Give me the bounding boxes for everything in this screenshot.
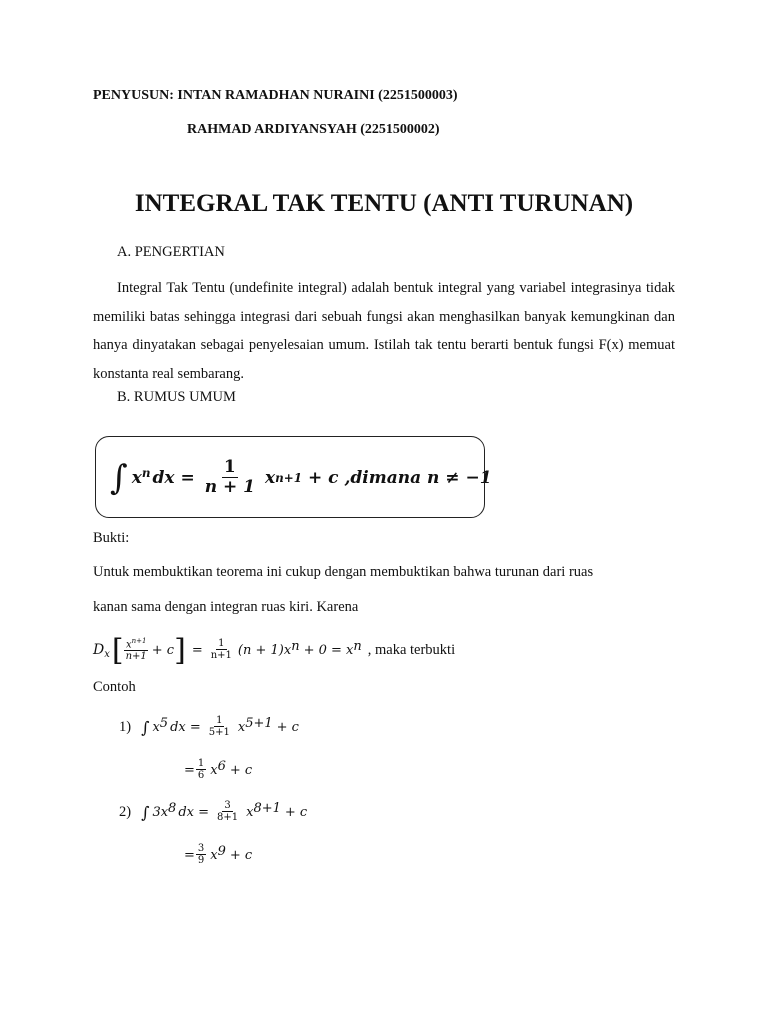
ex2-tail: + c (284, 804, 308, 820)
ex2-lhs: 3x (152, 804, 169, 820)
page-title: INTEGRAL TAK TENTU (ANTI TURUNAN) (134, 190, 634, 217)
ex1-res-tail: + c (229, 762, 253, 778)
derivative-sub: x (104, 648, 110, 660)
left-bracket: [ (111, 632, 124, 668)
section-b-heading: B. RUMUS UMUM (117, 389, 236, 405)
formula-x: x (264, 468, 276, 488)
proof-inner-den: n+1 (125, 650, 147, 662)
author-line-2: RAHMAD ARDIYANSYAH (2251500002) (187, 122, 440, 137)
ex1-res-exp: 6 (217, 758, 226, 774)
ex1-dx: dx = (170, 719, 201, 735)
integral-sign: ∫ (141, 717, 150, 737)
ex1-tail: + c (276, 719, 299, 735)
proof-inner-fraction (124, 638, 149, 663)
proof-line-1: Untuk membuktikan teorema ini cukup dengan membuktikan bahwa turunan dari ruas (93, 564, 594, 580)
ex2-frac-den: 8+1 (217, 812, 239, 824)
ex2-res-tail: + c (229, 847, 253, 863)
proof-rhs-tail: + 0 = x (303, 642, 354, 658)
examples-label: Contoh (93, 679, 136, 695)
proof-rhs-fraction (209, 638, 234, 662)
example-1-number: 1) (119, 718, 132, 735)
ex1-frac-num: 1 (216, 715, 223, 727)
proof-rhs-mid-exp: n (291, 638, 300, 654)
integral-sign: ∫ (110, 458, 128, 498)
example-1 (119, 710, 299, 744)
ex2-res-den: 9 (197, 855, 205, 867)
proof-line-2: kanan sama dengan integran ruas kiri. Karena (93, 599, 359, 615)
formula-tail: + c ,dimana n ≠ −1 (308, 468, 492, 488)
proof-label: Bukti: (93, 530, 130, 546)
ex1-res-eq: = (184, 762, 195, 778)
ex1-x: x (237, 719, 246, 735)
author-line-1: PENYUSUN: INTAN RAMADHAN NURAINI (2251500003) (93, 88, 458, 103)
ex2-x: x (246, 804, 254, 820)
ex2-lhs-exp: 8 (168, 800, 177, 816)
ex1-lhs-exp: 5 (159, 715, 169, 731)
proof-equation (93, 630, 455, 670)
derivative-operator: D (93, 642, 105, 658)
ex1-res-x: x (210, 762, 218, 778)
formula-fraction (203, 458, 257, 497)
ex2-res-eq: = (184, 847, 195, 863)
ex1-fraction (207, 715, 232, 739)
ex1-res-den: 6 (197, 770, 205, 782)
ex2-res-x: x (210, 847, 218, 863)
formula-left-exp: n (141, 466, 151, 480)
ex2-res-num: 3 (197, 843, 205, 855)
ex2-res-exp: 9 (217, 843, 226, 859)
ex2-x-exp: 8+1 (253, 800, 281, 816)
integral-sign: ∫ (141, 802, 150, 822)
proof-rhs-num: 1 (218, 638, 225, 650)
proof-inner-num: x (125, 638, 132, 650)
formula-frac-num: 1 (223, 457, 236, 478)
example-2-number: 2) (119, 803, 132, 820)
formula-dx: dx = (152, 468, 195, 488)
proof-rhs-mid: (n + 1)x (237, 642, 292, 658)
ex2-res-fraction (196, 843, 206, 867)
example-2 (119, 795, 307, 829)
proof-eq: = (191, 642, 203, 658)
ex1-res-fraction (196, 758, 206, 782)
proof-rhs-tail-exp: n (353, 638, 362, 654)
formula-left: x (131, 468, 142, 488)
proof-rhs-den: n+1 (210, 650, 232, 662)
proof-inner-num-exp: n+1 (131, 636, 147, 645)
ex1-frac-den: 5+1 (208, 727, 230, 739)
ex2-frac-num: 3 (224, 800, 231, 812)
formula-frac-den: n + 1 (204, 477, 255, 498)
ex1-res-num: 1 (197, 758, 205, 770)
proof-inner-tail: + c (151, 642, 175, 658)
right-bracket: ] (174, 632, 186, 668)
section-a-heading: A. PENGERTIAN (117, 244, 225, 260)
formula-x-exp: n+1 (275, 471, 303, 485)
ex2-fraction (215, 800, 240, 824)
example-2-result (184, 839, 252, 871)
example-1-result (184, 754, 252, 786)
general-formula (110, 448, 492, 508)
section-a-paragraph: Integral Tak Tentu (undefinite integral) adalah bentuk integral yang variabel integrasinya tidak memiliki batas sehingga integrasi dari sebuah fungsi akan menghasilkan banyak kemungkinan dan hanya dinyatakan sebagai penyelesaian umum. Istilah tak tentu berarti bentuk fungsi F(x) memuat konstanta real sembarang. (93, 280, 675, 382)
proof-conclusion: , maka terbukti (367, 641, 456, 658)
ex2-dx: dx = (178, 804, 210, 820)
ex1-x-exp: 5+1 (245, 715, 273, 731)
ex1-lhs: x (152, 719, 160, 735)
